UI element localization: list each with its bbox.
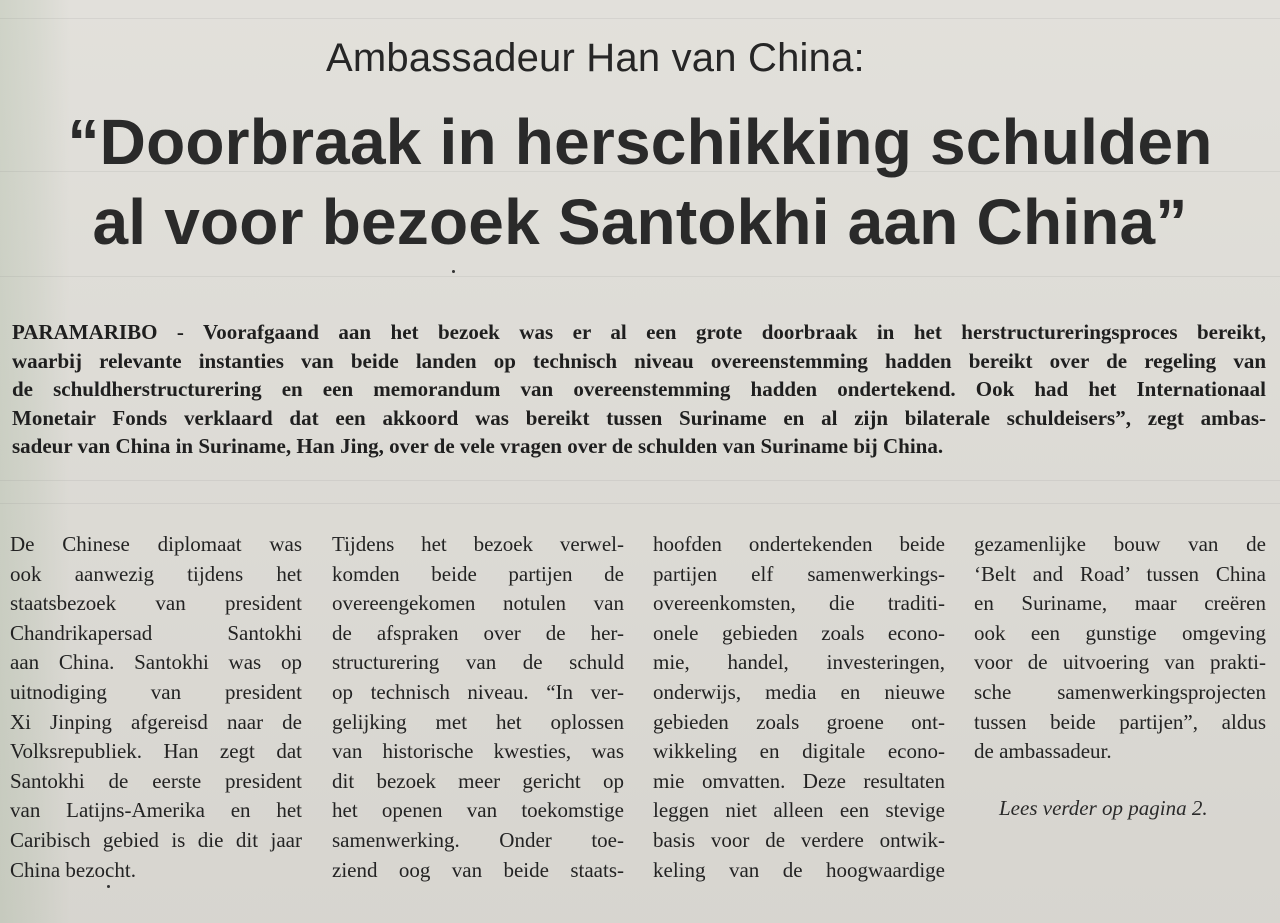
column-line: mie, handel, investeringen, (653, 650, 945, 675)
column-line: voor de uitvoering van prakti- (974, 650, 1266, 675)
print-speck (452, 270, 455, 273)
column-line: ook aanwezig tijdens het (10, 561, 302, 586)
column-line: Tijdens het bezoek verwel- (332, 532, 624, 556)
column-line: keling van de hoogwaardige (653, 857, 945, 882)
column-line: van Latijns-Amerika en het (10, 798, 302, 823)
column-line: structurering van de schuld (332, 650, 624, 675)
column-line: gebieden zoals groene ont- (653, 709, 945, 734)
column-line: China bezocht. (10, 857, 136, 882)
column-line: en Suriname, maar creëren (974, 591, 1266, 616)
column-line: dit bezoek meer gericht op (332, 768, 624, 793)
column-line: gezamenlijke bouw van de (974, 532, 1266, 556)
column-line: staatsbezoek van president (10, 591, 302, 616)
lead-line: sadeur van China in Suriname, Han Jing, over de vele vragen over de schulden van Suriname bij China. (12, 434, 944, 458)
lead-line: waarbij relevante instanties van beide landen op technisch niveau overeenstemming hadden bereikt over de regeling van (12, 348, 1266, 373)
column-line: de ambassadeur. (974, 739, 1112, 764)
column-line: onele gebieden zoals econo- (653, 620, 945, 645)
column-line: ziend oog van beide staats- (332, 857, 624, 882)
continued-on-page-note: Lees verder op pagina 2. (999, 796, 1208, 820)
column-line: op technisch niveau. “In ver- (332, 679, 624, 704)
column-line: overeengekomen notulen van (332, 591, 624, 616)
article-column-2 (332, 530, 624, 885)
headline-line: “Doorbraak in herschikking schulden (67, 106, 1213, 178)
article-column-3 (653, 530, 945, 885)
column-line: partijen elf samenwerkings- (653, 561, 945, 586)
bleed-through-line (0, 276, 1280, 277)
column-line: Xi Jinping afgereisd naar de (10, 709, 302, 734)
article-column-1 (10, 530, 302, 885)
lead-paragraph (12, 318, 1266, 461)
bleed-through-line (0, 18, 1280, 19)
column-line: basis voor de verdere ontwik- (653, 827, 945, 852)
column-line: ‘Belt and Road’ tussen China (974, 561, 1266, 586)
column-line: samenwerking. Onder toe- (332, 827, 624, 852)
article-kicker: Ambassadeur Han van China: (326, 36, 865, 80)
column-line: komden beide partijen de (332, 561, 624, 586)
column-line: van historische kwesties, was (332, 739, 624, 764)
lead-line: Monetair Fonds verklaard dat een akkoord was bereikt tussen Suriname en al zijn bilaterale schuldeisers”, zegt ambas- (12, 405, 1266, 430)
column-line: aan China. Santokhi was op (10, 650, 302, 675)
column-line: Caribisch gebied is die dit jaar (10, 827, 302, 852)
print-speck (107, 885, 110, 888)
column-line: Volksrepubliek. Han zegt dat (10, 739, 302, 764)
column-line: Santokhi de eerste president (10, 768, 302, 793)
column-line: onderwijs, media en nieuwe (653, 679, 945, 704)
column-line: leggen niet alleen een stevige (653, 798, 945, 823)
headline-line: al voor bezoek Santokhi aan China” (92, 186, 1188, 258)
bleed-through-line (0, 503, 1280, 504)
column-line: sche samenwerkingsprojecten (974, 679, 1266, 704)
column-line: hoofden ondertekenden beide (653, 532, 945, 556)
article-headline (30, 102, 1250, 262)
lead-line: PARAMARIBO - Voorafgaand aan het bezoek was er al een grote doorbraak in het herstructureringsproces bereikt, (12, 320, 1266, 344)
column-line: de afspraken over de her- (332, 620, 624, 645)
article-column-4 (974, 530, 1266, 767)
column-line: uitnodiging van president (10, 679, 302, 704)
column-line: ook een gunstige omgeving (974, 620, 1266, 645)
column-line: het openen van toekomstige (332, 798, 624, 823)
bleed-through-line (0, 480, 1280, 481)
column-line: wikkeling en digitale econo- (653, 739, 945, 764)
column-line: mie omvatten. Deze resultaten (653, 768, 945, 793)
column-line: Chandrikapersad Santokhi (10, 620, 302, 645)
lead-line: de schuldherstructurering en een memorandum van overeenstemming hadden ondertekend. Ook had het Internationaal (12, 377, 1266, 401)
column-line: tussen beide partijen”, aldus (974, 709, 1266, 734)
column-line: overeenkomsten, die traditi- (653, 591, 945, 616)
column-line: De Chinese diplomaat was (10, 532, 302, 556)
column-line: gelijking met het oplossen (332, 709, 624, 734)
